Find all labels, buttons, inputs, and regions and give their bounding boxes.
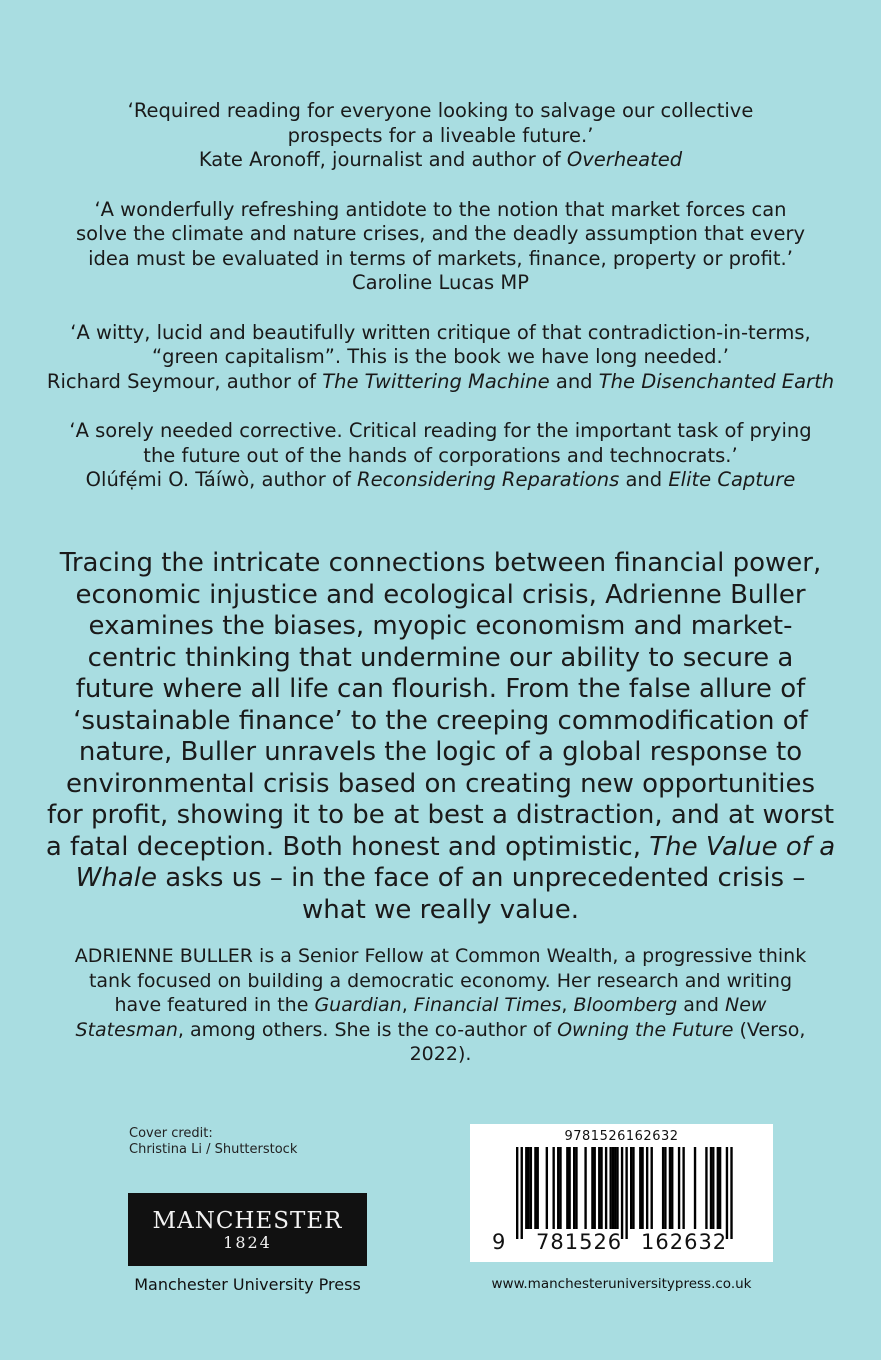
quote-line: ‘A sorely needed corrective. Critical reading for the important task of prying (69, 419, 812, 442)
isbn-digit-first: 9 (492, 1230, 507, 1254)
attribution-text: and (619, 468, 669, 491)
cover-credit-name: Christina Li / Shutterstock (129, 1142, 298, 1157)
barcode-bar (646, 1147, 648, 1229)
endorsement-seymour (40, 321, 841, 395)
barcode-bar (726, 1147, 728, 1239)
attribution-book-title: The Twittering Machine (322, 369, 550, 393)
attribution-text: Richard Seymour, author of (46, 369, 323, 393)
barcode-bar (575, 1147, 577, 1229)
barcode-bar (605, 1147, 607, 1229)
publisher-logo (128, 1193, 367, 1266)
barcode-bar (705, 1147, 707, 1229)
attribution-text: Kate Aronoff, journalist and author of (198, 148, 567, 171)
barcode-bar (591, 1147, 593, 1229)
barcode-bar (616, 1147, 618, 1229)
attribution-book-title: Elite Capture (668, 468, 796, 491)
barcode-bar (516, 1147, 518, 1239)
quote-line: ‘Required reading for everyone looking to salvage our collective (127, 99, 754, 122)
publisher-url: www.manchesteruniversitypress.co.uk (491, 1276, 752, 1292)
publication-name: Guardian (314, 994, 402, 1016)
publisher-name: Manchester University Press (134, 1275, 361, 1294)
quote-line: ‘A wonderfully refreshing antidote to the notion that market forces can (94, 197, 787, 221)
barcode-bar (730, 1147, 732, 1239)
barcode-bar (614, 1147, 616, 1229)
barcode-bar (525, 1147, 527, 1229)
barcode-bar (527, 1147, 529, 1229)
barcode-bar (682, 1147, 684, 1229)
quote-line: the future out of the hands of corporations and technocrats.’ (143, 443, 738, 467)
logo-year: 1824 (223, 1233, 272, 1252)
barcode-bar (600, 1147, 602, 1229)
barcode-bar (584, 1147, 586, 1229)
cover-credit (129, 1126, 297, 1158)
book-description (45, 548, 836, 926)
author-bio (70, 944, 811, 1067)
bio-text: and (677, 994, 726, 1016)
barcode-bar (651, 1147, 653, 1229)
barcode-bar (669, 1147, 671, 1229)
barcode-bar (594, 1147, 596, 1229)
barcode-bar (537, 1147, 539, 1229)
barcode-bar (568, 1147, 570, 1229)
quote-attribution: Caroline Lucas MP (352, 271, 529, 294)
barcode-bar (678, 1147, 680, 1229)
book-title: The Value of a Whale (75, 831, 836, 893)
barcode-bar (694, 1147, 696, 1229)
bio-text: , (561, 994, 574, 1016)
barcode-bar (662, 1147, 664, 1229)
barcode-bar (573, 1147, 575, 1229)
isbn-barcode (470, 1124, 773, 1262)
attribution-text: and (549, 369, 599, 393)
barcode-bar (530, 1147, 532, 1229)
isbn-number: 9781526162632 (564, 1129, 679, 1144)
barcode-bar (559, 1147, 561, 1229)
barcode-bar (546, 1147, 548, 1229)
barcode-bar (664, 1147, 666, 1229)
attribution-book-title: Overheated (566, 148, 683, 171)
barcode-bar (719, 1147, 721, 1229)
barcode-bar (566, 1147, 568, 1229)
attribution-text: Olúfẹ́mi O. Táíwò, author of (85, 468, 358, 491)
isbn-digit-group2: 162632 (641, 1230, 728, 1254)
publication-name: Financial Times (413, 994, 562, 1016)
barcode-bar (534, 1147, 536, 1229)
barcode-bar (612, 1147, 614, 1229)
bio-text: ADRIENNE BULLER is a Senior Fellow at Common Wealth, a progressive think tank focused on building a democratic economy. Her research and writing have featured in the (74, 945, 807, 1016)
bio-text: (Verso, 2022). (409, 1018, 806, 1065)
barcode-bar (621, 1147, 623, 1239)
quote-attribution (40, 468, 841, 493)
barcode-bar (712, 1147, 714, 1229)
quote-attribution (40, 148, 841, 173)
quote-line: prospects for a liveable future.’ (287, 123, 594, 147)
barcode-bar (552, 1147, 554, 1229)
cover-credit-label: Cover credit: (129, 1126, 213, 1141)
description-text: asks us – in the face of an unprecedented crisis – what we really value. (157, 863, 806, 925)
logo-name: MANCHESTER (152, 1208, 343, 1234)
barcode-bar (717, 1147, 719, 1229)
description-text: Tracing the intricate connections between financial power, economic injustice and ecological crisis, Adrienne Buller examines the biases, myopic economism and market-centric thinking that undermine our ability to secure a future where all life can flourish. From the false allure of ‘sustainable finance’ to the creeping commodification of nature, Buller unravels the logic of a global response to environmental crisis based on creating new opportunities for profit, showing it to be at best a distraction, and at worst a fatal deception. Both honest and optimistic, (45, 548, 835, 862)
barcode-bar (521, 1147, 523, 1239)
barcode-bar (632, 1147, 634, 1229)
isbn-digit-group1: 781526 (536, 1230, 623, 1254)
barcode-bar (639, 1147, 641, 1229)
attribution-book-title: Reconsidering Reparations (357, 468, 620, 491)
quote-line: solve the climate and nature crises, and the deadly assumption that every (75, 222, 806, 245)
barcode-bar (641, 1147, 643, 1229)
bio-text: , among others. She is the co-author of (177, 1018, 558, 1041)
barcode-bar (630, 1147, 632, 1229)
quote-attribution (40, 370, 841, 395)
endorsements (40, 99, 841, 518)
publication-name: New Statesman (75, 994, 767, 1041)
quote-line: “green capitalism”. This is the book we have long needed.’ (152, 345, 729, 368)
endorsement-aronoff (40, 99, 841, 173)
barcode-bar (710, 1147, 712, 1229)
barcode-bar (625, 1147, 627, 1239)
barcode-bar (598, 1147, 600, 1229)
endorsement-taiwo (40, 419, 841, 493)
attribution-book-title: The Disenchanted Earth (598, 369, 835, 393)
quote-line: ‘A witty, lucid and beautifully written critique of that contradiction-in-terms, (70, 320, 811, 344)
quote-line: idea must be evaluated in terms of markets, finance, property or profit.’ (88, 246, 793, 270)
book-title: Owning the Future (557, 1018, 734, 1041)
barcode-bar (671, 1147, 673, 1229)
barcode-bar (609, 1147, 611, 1229)
endorsement-lucas (40, 198, 841, 296)
barcode-bar (557, 1147, 559, 1229)
publication-name: Bloomberg (573, 994, 678, 1016)
bio-text: , (401, 994, 414, 1016)
